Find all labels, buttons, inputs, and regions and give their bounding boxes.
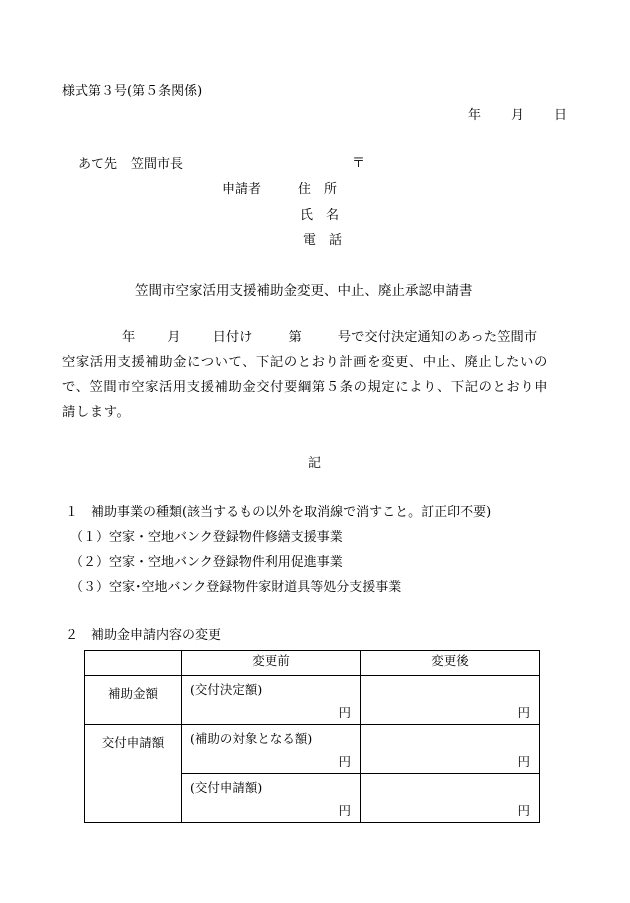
form-number: 様式第３号(第５条関係) xyxy=(62,84,203,99)
date-year: 年 xyxy=(468,108,482,123)
applicant-name: 氏 名 xyxy=(300,208,340,223)
row-label-subsidy: 補助金額 xyxy=(85,676,182,725)
section2-heading: ２ 補助金申請内容の変更 xyxy=(65,628,222,643)
section1-heading: １ 補助事業の種類(該当するもの以外を取消線で消すこと。訂正印不要) xyxy=(65,505,492,520)
header-before: 変更前 xyxy=(182,651,361,676)
body-line-2: 空家活用支援補助金について、下記のとおり計画を変更、中止、廃止したいの xyxy=(62,355,548,370)
date-line xyxy=(468,108,567,124)
sub-kettei: (交付決定額) xyxy=(190,682,263,697)
ki-heading: 記 xyxy=(308,456,322,471)
recipient-label: あて先 xyxy=(78,157,118,172)
body-day: 日付け xyxy=(212,330,253,345)
applicant-address: 住 所 xyxy=(298,182,338,197)
header-after: 変更後 xyxy=(361,651,540,676)
unit-yen: 円 xyxy=(338,803,351,818)
document-title: 笠間市空家活用支援補助金変更、中止、廃止承認申請書 xyxy=(135,283,473,299)
body-dai: 第 xyxy=(288,330,302,345)
date-month: 月 xyxy=(511,108,525,123)
sub-taisho: (補助の対象となる額) xyxy=(190,731,313,746)
recipient-name: 笠間市長 xyxy=(131,157,184,172)
unit-yen: 円 xyxy=(517,754,530,769)
unit-yen: 円 xyxy=(338,754,351,769)
table-row-subsidy xyxy=(85,676,540,725)
row-label-application: 交付申請額 xyxy=(85,725,182,823)
recipient xyxy=(78,157,183,173)
applicant-label: 申請者 xyxy=(222,182,262,197)
section1-item-1: （１）空家・空地バンク登録物件修繕支援事業 xyxy=(70,530,343,545)
body-month: 月 xyxy=(167,330,181,345)
applicant-phone: 電 話 xyxy=(303,233,343,248)
postal-mark: 〒 xyxy=(352,156,366,171)
body-line-1 xyxy=(122,330,537,346)
section1-item-2: （２）空家・空地バンク登録物件利用促進事業 xyxy=(70,555,343,570)
body-year: 年 xyxy=(122,330,136,345)
unit-yen: 円 xyxy=(517,803,530,818)
table-row-application-1 xyxy=(85,725,540,774)
unit-yen: 円 xyxy=(517,705,530,720)
body-line-3: で、笠間市空家活用支援補助金交付要綱第５条の規定により、下記のとおり申 xyxy=(62,380,549,395)
body-line1-rest: 号で交付決定通知のあった笠間市 xyxy=(337,330,538,345)
section1-item-3: （３）空家･空地バンク登録物件家財道具等処分支援事業 xyxy=(70,580,402,595)
table-header-row xyxy=(85,651,540,676)
unit-yen: 円 xyxy=(338,705,351,720)
change-table xyxy=(84,650,540,823)
body-line-4: 請します。 xyxy=(62,405,131,420)
sub-shinsei: (交付申請額) xyxy=(190,780,263,795)
header-blank xyxy=(85,651,182,676)
date-day: 日 xyxy=(554,108,568,123)
